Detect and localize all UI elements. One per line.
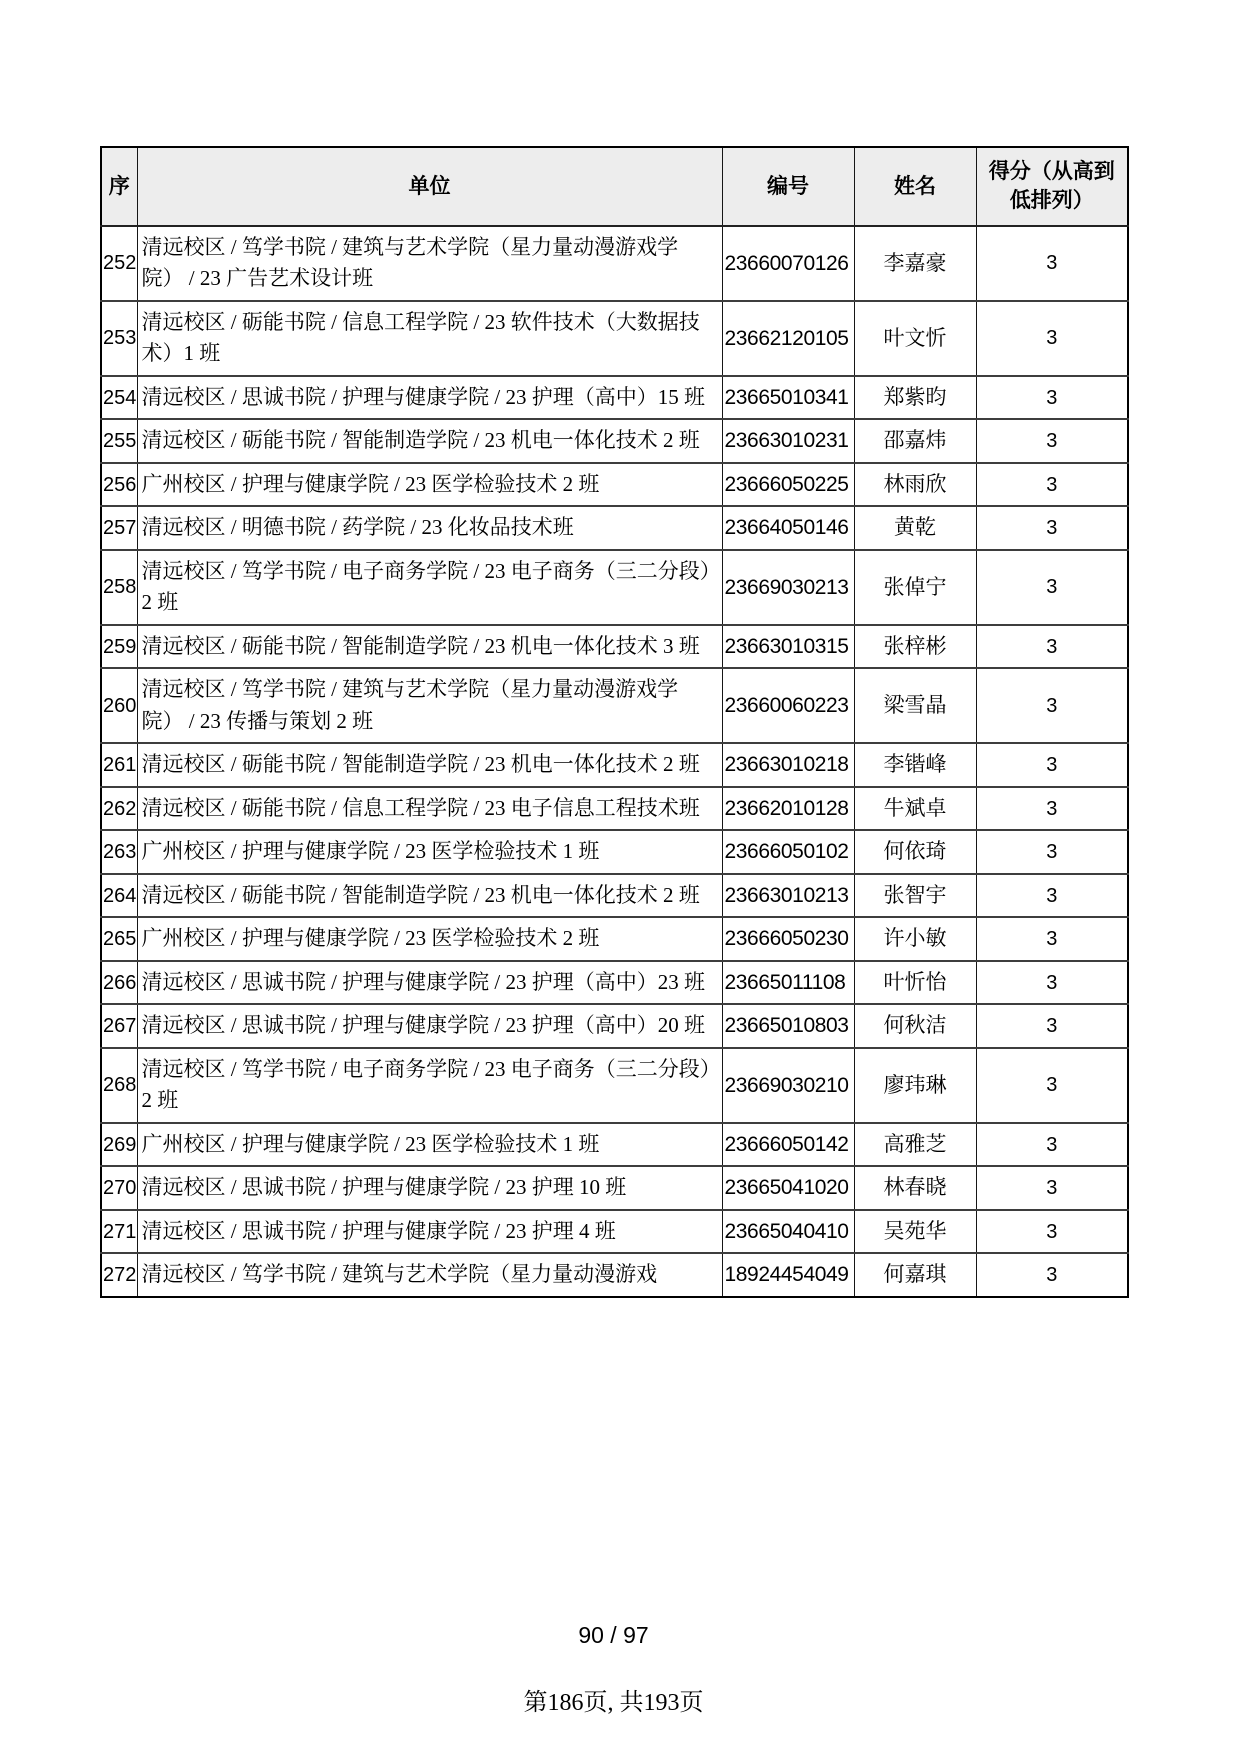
table-row [101,961,1128,1005]
table-row [101,1123,1128,1167]
cell-unit: 清远校区 / 思诚书院 / 护理与健康学院 / 23 护理 10 班 [137,1166,722,1210]
cell-score: 3 [976,787,1128,831]
cell-name: 张倬宁 [854,550,976,625]
cell-id: 23665010803 [722,1004,854,1048]
cell-score: 3 [976,550,1128,625]
cell-seq: 269 [101,1123,137,1167]
header-score: 得分（从高到低排列） [976,147,1128,226]
cell-id: 23663010213 [722,874,854,918]
table-row [101,830,1128,874]
cell-id: 23663010231 [722,419,854,463]
cell-id: 23660070126 [722,226,854,301]
cell-score: 3 [976,625,1128,669]
cell-id: 23666050230 [722,917,854,961]
cell-unit: 广州校区 / 护理与健康学院 / 23 医学检验技术 2 班 [137,463,722,507]
cell-name: 何嘉琪 [854,1253,976,1297]
header-name: 姓名 [854,147,976,226]
cell-unit: 清远校区 / 明德书院 / 药学院 / 23 化妆品技术班 [137,506,722,550]
cell-unit: 清远校区 / 砺能书院 / 信息工程学院 / 23 电子信息工程技术班 [137,787,722,831]
cell-seq: 258 [101,550,137,625]
cell-unit: 清远校区 / 砺能书院 / 智能制造学院 / 23 机电一体化技术 2 班 [137,743,722,787]
cell-unit: 清远校区 / 笃学书院 / 建筑与艺术学院（星力量动漫游戏学院） / 23 传播与策划 2 班 [137,668,722,743]
cell-seq: 268 [101,1048,137,1123]
cell-name: 吴苑华 [854,1210,976,1254]
cell-unit: 清远校区 / 笃学书院 / 建筑与艺术学院（星力量动漫游戏 [137,1253,722,1297]
table-row [101,376,1128,420]
cell-id: 23664050146 [722,506,854,550]
table-row [101,1253,1128,1297]
table-row [101,301,1128,376]
cell-id: 23662120105 [722,301,854,376]
table-row [101,668,1128,743]
cell-name: 何依琦 [854,830,976,874]
cell-name: 李嘉豪 [854,226,976,301]
cell-unit: 广州校区 / 护理与健康学院 / 23 医学检验技术 2 班 [137,917,722,961]
cell-score: 3 [976,506,1128,550]
cell-score: 3 [976,743,1128,787]
cell-id: 23666050102 [722,830,854,874]
cell-seq: 252 [101,226,137,301]
cell-score: 3 [976,1004,1128,1048]
cell-unit: 清远校区 / 砺能书院 / 智能制造学院 / 23 机电一体化技术 3 班 [137,625,722,669]
cell-id: 23662010128 [722,787,854,831]
cell-id: 23665041020 [722,1166,854,1210]
cell-name: 李锴峰 [854,743,976,787]
cell-seq: 272 [101,1253,137,1297]
cell-score: 3 [976,668,1128,743]
table-row [101,226,1128,301]
page-fraction: 90 / 97 [578,1622,649,1648]
cell-name: 叶忻怡 [854,961,976,1005]
cell-name: 邵嘉炜 [854,419,976,463]
table-row [101,917,1128,961]
cell-seq: 271 [101,1210,137,1254]
header-id: 编号 [722,147,854,226]
cell-seq: 267 [101,1004,137,1048]
cell-seq: 263 [101,830,137,874]
table-row [101,874,1128,918]
cell-score: 3 [976,961,1128,1005]
cell-unit: 清远校区 / 笃学书院 / 电子商务学院 / 23 电子商务（三二分段）2 班 [137,550,722,625]
cell-id: 23665040410 [722,1210,854,1254]
cell-unit: 清远校区 / 思诚书院 / 护理与健康学院 / 23 护理（高中）15 班 [137,376,722,420]
cell-unit: 清远校区 / 砺能书院 / 信息工程学院 / 23 软件技术（大数据技术）1 班 [137,301,722,376]
cell-seq: 264 [101,874,137,918]
cell-name: 张智宇 [854,874,976,918]
cell-score: 3 [976,830,1128,874]
cell-score: 3 [976,874,1128,918]
cell-seq: 262 [101,787,137,831]
cell-name: 张梓彬 [854,625,976,669]
cell-seq: 266 [101,961,137,1005]
cell-id: 23663010218 [722,743,854,787]
page-info: 第186页, 共193页 [523,1690,704,1716]
cell-unit: 清远校区 / 笃学书院 / 电子商务学院 / 23 电子商务（三二分段）2 班 [137,1048,722,1123]
table-row [101,463,1128,507]
cell-name: 许小敏 [854,917,976,961]
cell-name: 黄乾 [854,506,976,550]
cell-score: 3 [976,1210,1128,1254]
cell-id: 23665010341 [722,376,854,420]
table-row [101,1210,1128,1254]
cell-id: 23663010315 [722,625,854,669]
table-row [101,1166,1128,1210]
header-seq: 序 [101,147,137,226]
table-body [101,226,1128,1297]
header-row [101,147,1128,226]
cell-id: 23666050225 [722,463,854,507]
cell-score: 3 [976,419,1128,463]
table-row [101,625,1128,669]
cell-score: 3 [976,301,1128,376]
cell-score: 3 [976,1048,1128,1123]
cell-unit: 清远校区 / 砺能书院 / 智能制造学院 / 23 机电一体化技术 2 班 [137,419,722,463]
cell-seq: 257 [101,506,137,550]
cell-name: 林春晓 [854,1166,976,1210]
header-unit: 单位 [137,147,722,226]
table-row [101,1048,1128,1123]
cell-name: 廖玮琳 [854,1048,976,1123]
cell-id: 23669030213 [722,550,854,625]
cell-seq: 254 [101,376,137,420]
cell-seq: 255 [101,419,137,463]
cell-score: 3 [976,1166,1128,1210]
cell-score: 3 [976,1253,1128,1297]
cell-seq: 253 [101,301,137,376]
table-row [101,787,1128,831]
cell-id: 23669030210 [722,1048,854,1123]
score-table [100,146,1129,1298]
cell-unit: 清远校区 / 砺能书院 / 智能制造学院 / 23 机电一体化技术 2 班 [137,874,722,918]
table-row [101,506,1128,550]
cell-name: 叶文忻 [854,301,976,376]
cell-name: 何秋洁 [854,1004,976,1048]
cell-id: 23660060223 [722,668,854,743]
cell-score: 3 [976,1123,1128,1167]
cell-seq: 256 [101,463,137,507]
cell-score: 3 [976,376,1128,420]
cell-name: 梁雪晶 [854,668,976,743]
table-row [101,550,1128,625]
cell-name: 高雅芝 [854,1123,976,1167]
cell-name: 林雨欣 [854,463,976,507]
table-row [101,419,1128,463]
cell-seq: 270 [101,1166,137,1210]
cell-unit: 清远校区 / 思诚书院 / 护理与健康学院 / 23 护理（高中）20 班 [137,1004,722,1048]
cell-seq: 260 [101,668,137,743]
cell-seq: 259 [101,625,137,669]
table-row [101,1004,1128,1048]
cell-unit: 清远校区 / 思诚书院 / 护理与健康学院 / 23 护理（高中）23 班 [137,961,722,1005]
cell-name: 郑紫昀 [854,376,976,420]
cell-name: 牛斌卓 [854,787,976,831]
cell-id: 23665011108 [722,961,854,1005]
cell-score: 3 [976,463,1128,507]
cell-unit: 广州校区 / 护理与健康学院 / 23 医学检验技术 1 班 [137,1123,722,1167]
cell-seq: 265 [101,917,137,961]
table-row [101,743,1128,787]
cell-unit: 清远校区 / 笃学书院 / 建筑与艺术学院（星力量动漫游戏学院） / 23 广告艺术设计班 [137,226,722,301]
cell-unit: 广州校区 / 护理与健康学院 / 23 医学检验技术 1 班 [137,830,722,874]
cell-id: 18924454049 [722,1253,854,1297]
cell-score: 3 [976,226,1128,301]
cell-unit: 清远校区 / 思诚书院 / 护理与健康学院 / 23 护理 4 班 [137,1210,722,1254]
cell-id: 23666050142 [722,1123,854,1167]
cell-seq: 261 [101,743,137,787]
cell-score: 3 [976,917,1128,961]
